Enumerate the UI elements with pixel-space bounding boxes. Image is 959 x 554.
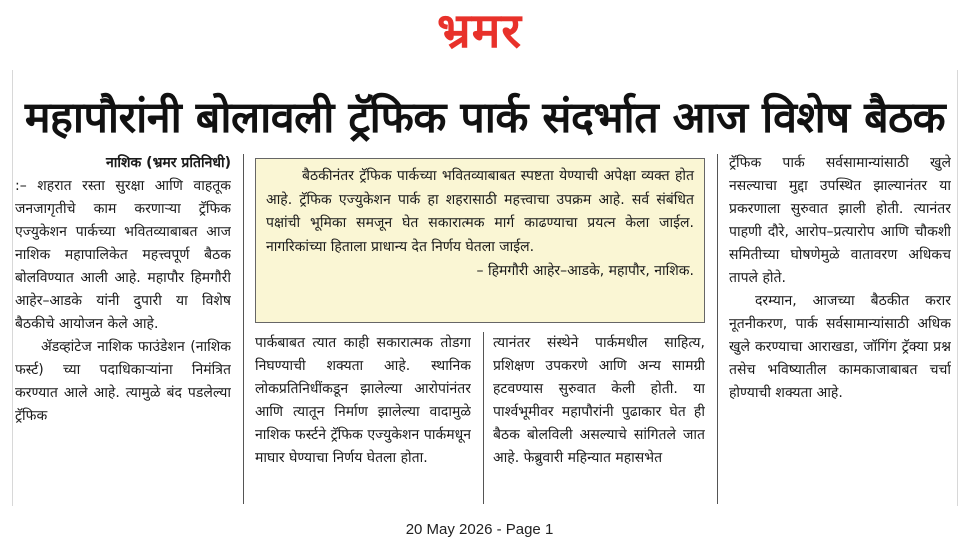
page-footer: 20 May 2026 - Page 1 bbox=[405, 521, 554, 538]
quote-attribution: – हिमगौरी आहेर–आडके, महापौर, नाशिक. bbox=[476, 263, 694, 279]
news-clipping bbox=[12, 70, 958, 506]
paragraph-1: :– शहरात रस्ता सुरक्षा आणि वाहतूक जनजागृतीचे काम करणाऱ्या ट्रॅफिक एज्युकेशन पार्कच्या भवितव्याबाबत आज नाशिक महापालिकेत महत्त्वपूर्ण बैठक बोलविण्यात आली आहे. महापौर हिमगौरी आहेर–आडके यांनी दुपारी या विशेष बैठकीचे आयोजन केले आहे. bbox=[15, 178, 231, 332]
masthead bbox=[0, 0, 959, 64]
column-divider bbox=[483, 332, 484, 504]
quote-text: बैठकीनंतर ट्रॅफिक पार्कच्या भवितव्याबाबत स्पष्टता येण्याची अपेक्षा व्यक्त होत आहे. ट्रॅफिक एज्युकेशन पार्क हा शहरासाठी महत्त्वाचा उपक्रम आहे. सर्व संबंधित पक्षांची भूमिका समजून घेत सकारात्मक मार्ग काढण्याचा प्रयत्न केला जाईल. नागरिकांच्या हिताला प्राधान्य देत निर्णय घेतला जाईल. bbox=[266, 168, 694, 255]
paragraph-2: ॲडव्हांटेज नाशिक फाउंडेशन (नाशिक फर्स्ट) च्या पदाधिकाऱ्यांना निमंत्रित करण्यात आले आहे. त्यामुळे बंद पडलेल्या ट्रॅफिक bbox=[15, 339, 231, 424]
paragraph-4: त्यानंतर संस्थेने पार्कमधील साहित्य, प्रशिक्षण उपकरणे आणि अन्य सामग्री हटवण्यास सुरुवात केली होती. या पार्श्वभूमीवर महापौरांनी पुढाकार घेत ही बैठक बोलविली असल्याचे सांगितले जात आहे. फेब्रुवारी महिन्यात महासभेत bbox=[493, 335, 705, 466]
column-divider bbox=[243, 154, 244, 504]
article-column-2 bbox=[255, 332, 471, 504]
article-column-1 bbox=[15, 152, 231, 504]
newspaper-logo: भ्रमर bbox=[436, 3, 523, 59]
article-column-3 bbox=[493, 332, 705, 504]
column-divider bbox=[717, 154, 718, 504]
paragraph-6: दरम्यान, आजच्या बैठकीत करार नूतनीकरण, पार्क सर्वसामान्यांसाठी अधिक खुले करण्याचा आराखडा, जॉगिंग ट्रॅक्या प्रश्न तसेच भविष्यातील कामकाजाबाबत चर्चा होण्याची शक्यता आहे. bbox=[729, 293, 951, 401]
dateline: नाशिक (भ्रमर प्रतिनिधी) bbox=[106, 155, 231, 171]
article-column-4 bbox=[729, 152, 951, 504]
article-headline: महापौरांनी बोलावली ट्रॅफिक पार्क संदर्भात आज विशेष बैठक bbox=[24, 93, 946, 143]
paragraph-5: ट्रॅफिक पार्क सर्वसामान्यांसाठी खुले नसल्याचा मुद्दा उपस्थित झाल्यानंतर या प्रकरणाला सुरुवात झाली होती. त्यानंतर पाहणी दौरे, आरोप–प्रत्यारोप आणि चौकशी समितीच्या घोषणेमुळे वातावरण अधिकच तापले होते. bbox=[729, 155, 951, 286]
paragraph-3: पार्कबाबत त्यात काही सकारात्मक तोडगा निघण्याची शक्यता आहे. स्थानिक लोकप्रतिनिधींकडून झालेल्या आरोपांनंतर आणि त्यातून निर्माण झालेल्या वादामुळे नाशिक फर्स्टने ट्रॅफिक एज्युकेशन पार्कमधून माघार घेण्याचा निर्णय घेतला होता. bbox=[255, 335, 471, 466]
quote-box bbox=[255, 158, 705, 323]
